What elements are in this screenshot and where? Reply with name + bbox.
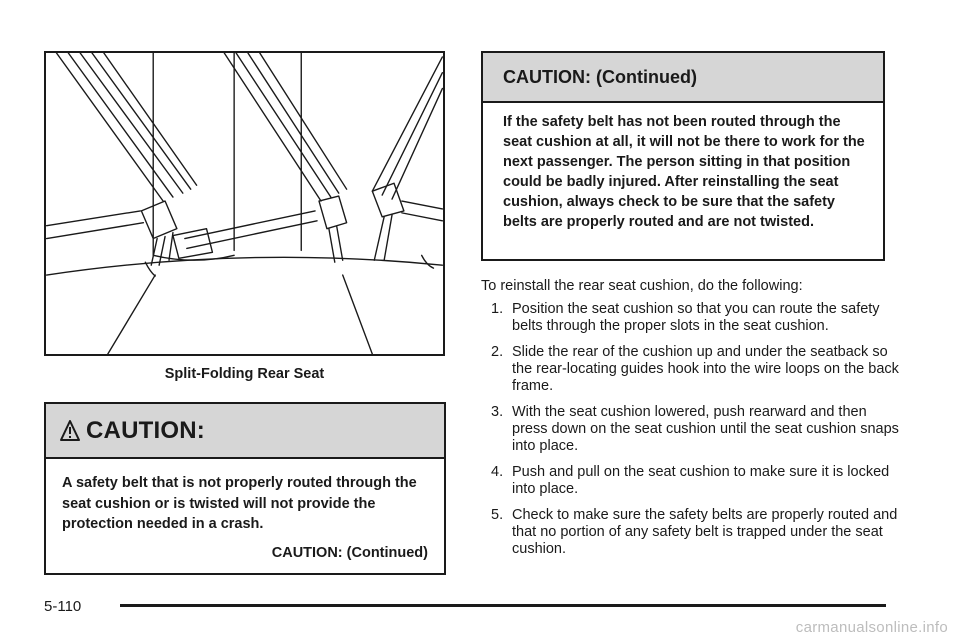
step-text: Slide the rear of the cushion up and under the seatback so the rear-locating guides hook into the wire loops on the back frame. <box>512 344 899 394</box>
step-item <box>481 507 901 558</box>
step-number: 4. <box>491 464 504 480</box>
footer-rule <box>120 604 886 607</box>
site-watermark: carmanualsonline.info <box>795 619 948 636</box>
caution-text: A safety belt that is not properly routed through the seat cushion or is twisted will not provide the protection needed in a crash. <box>62 475 417 532</box>
procedure-intro: To reinstall the rear seat cushion, do the following: <box>481 278 803 294</box>
step-item <box>481 344 901 395</box>
warning-triangle-icon <box>60 420 80 442</box>
caution-box <box>44 402 446 575</box>
step-number: 5. <box>491 507 504 523</box>
step-text: Check to make sure the safety belts are properly routed and that no portion of any safety belt is trapped under the seat cushion. <box>512 507 898 557</box>
caution-continued-title: CAUTION: (Continued) <box>503 66 697 87</box>
caution-continued-box <box>481 51 885 261</box>
step-number: 3. <box>491 404 504 420</box>
step-number: 2. <box>491 344 504 360</box>
step-item <box>481 301 901 335</box>
rear-seat-belt-drawing <box>46 53 443 354</box>
page-number: 5-110 <box>44 598 82 615</box>
procedure-steps <box>481 301 901 567</box>
caution-continued-note: CAUTION: (Continued) <box>271 544 428 561</box>
step-text: Push and pull on the seat cushion to make sure it is locked into place. <box>512 464 890 497</box>
step-number: 1. <box>491 301 504 317</box>
caution-header <box>46 404 444 459</box>
step-text: Position the seat cushion so that you can route the safety belts through the proper slots in the seat cushion. <box>512 301 880 334</box>
caution-continued-text: If the safety belt has not been routed through the seat cushion at all, it will not be there to work for the next passenger. The person sitting in that position could be badly injured. After reinstalling the seat cushion, always check to be sure that the safety belts are properly routed and are not twisted. <box>503 114 865 230</box>
step-item <box>481 464 901 498</box>
figure-caption: Split-Folding Rear Seat <box>164 366 325 382</box>
seat-illustration <box>44 51 445 356</box>
caution-continued-header <box>483 53 883 103</box>
caution-title: CAUTION: <box>86 416 205 444</box>
step-text: With the seat cushion lowered, push rearward and then press down on the seat cushion until the seat cushion snaps into place. <box>512 404 899 454</box>
step-item <box>481 404 901 455</box>
